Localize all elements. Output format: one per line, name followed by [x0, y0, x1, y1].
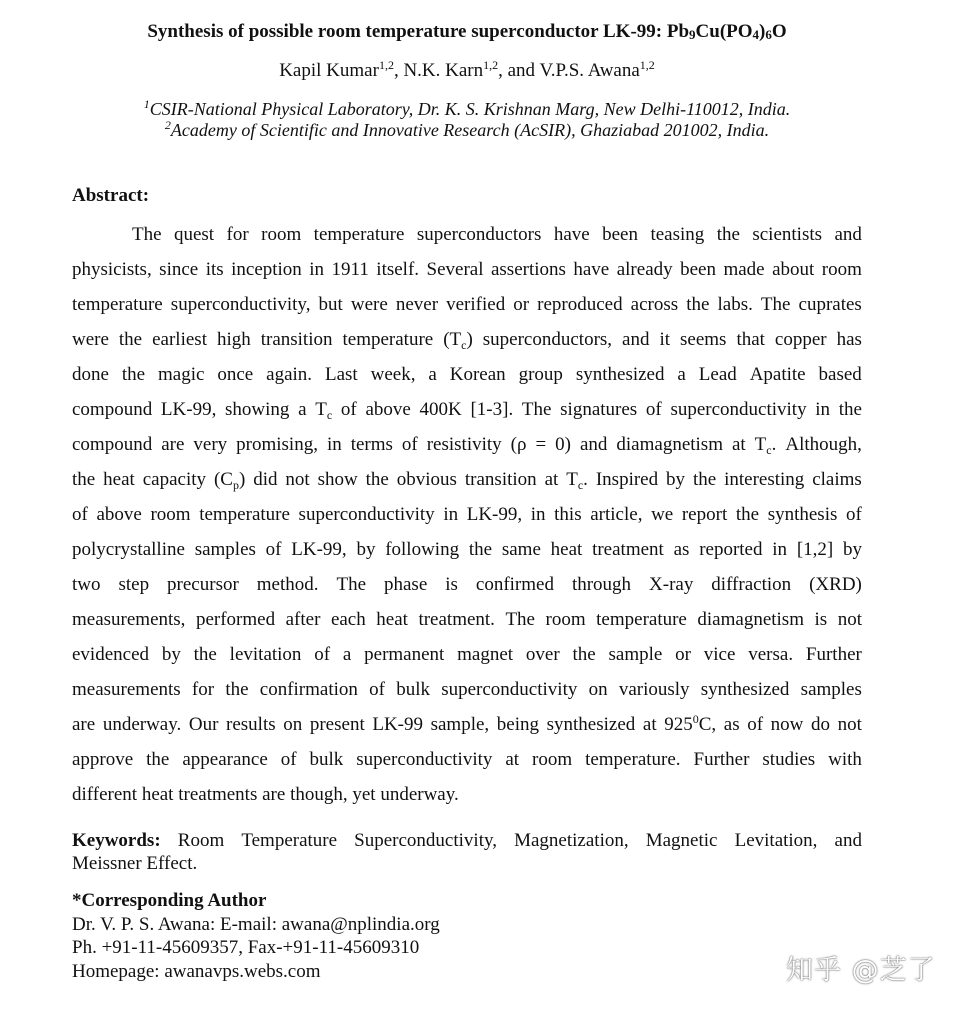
- word: seems: [680, 329, 727, 350]
- word: two: [72, 574, 101, 595]
- keywords-line: [72, 852, 862, 875]
- corresponding-author-block: [72, 889, 440, 983]
- word: vice: [703, 644, 736, 665]
- word: of: [747, 714, 764, 735]
- word: the: [121, 364, 146, 385]
- word: synthesized: [700, 679, 790, 700]
- word: in: [772, 539, 788, 560]
- corresponding-author-heading: *Corresponding Author: [72, 890, 267, 911]
- word: $T_c$: [315, 399, 333, 422]
- word: Meissner: [72, 853, 142, 874]
- paper-title: [0, 19, 934, 45]
- word: temperature: [596, 609, 687, 630]
- affiliation-number: 2: [164, 118, 171, 132]
- word: temperature: [199, 504, 290, 525]
- title-text-mid: Cu(PO: [695, 21, 753, 42]
- word: sample: [608, 644, 663, 665]
- word: very: [193, 434, 228, 455]
- word: reported: [699, 539, 763, 560]
- word: the: [572, 644, 596, 665]
- keywords-line: [72, 829, 862, 852]
- word: of: [846, 504, 862, 525]
- abstract-line: [72, 602, 862, 637]
- word: the: [468, 539, 493, 560]
- word: a: [677, 364, 686, 385]
- abstract-line: [72, 427, 862, 462]
- word: the: [146, 749, 170, 770]
- word: on: [588, 679, 608, 700]
- word: this: [554, 504, 582, 525]
- word: Effect.: [146, 853, 198, 874]
- word: $T_c$.: [566, 469, 588, 492]
- word: group: [518, 364, 563, 385]
- word: high: [216, 329, 251, 350]
- word: studies: [762, 749, 816, 770]
- word: temperature.: [585, 749, 681, 770]
- word: of: [280, 749, 297, 770]
- word: confirmed: [475, 574, 554, 595]
- corresponding-author-email: Dr. V. P. S. Awana: E-mail: awana@nplindia.org: [72, 913, 440, 935]
- word: by: [666, 469, 686, 490]
- word: Our: [188, 714, 219, 735]
- word: a: [342, 644, 352, 665]
- word: quest: [173, 224, 215, 245]
- word: samples: [800, 679, 862, 700]
- word: were: [350, 294, 388, 315]
- abstract-heading: Abstract:: [72, 185, 150, 206]
- word: report: [681, 504, 728, 525]
- word: The: [760, 294, 791, 315]
- word: through: [571, 574, 632, 595]
- word: that: [736, 329, 765, 350]
- word: following: [385, 539, 460, 560]
- word: bulk: [309, 749, 344, 770]
- zhihu-watermark: 知乎 @芝了: [786, 955, 936, 986]
- word: copper: [774, 329, 827, 350]
- word: not: [837, 609, 862, 630]
- word: at: [642, 714, 657, 735]
- word: treatment: [592, 539, 664, 560]
- word: article,: [590, 504, 643, 525]
- word: heat: [103, 469, 135, 490]
- word: as: [723, 714, 740, 735]
- word: made: [723, 259, 765, 280]
- word: transition: [464, 469, 537, 490]
- word: permanent: [364, 644, 445, 665]
- abstract-line: [72, 777, 862, 812]
- word: above: [365, 399, 411, 420]
- keywords-section: [72, 829, 862, 875]
- word: has: [836, 329, 862, 350]
- word: heat: [376, 609, 408, 630]
- abstract-line: [72, 252, 862, 287]
- word: transition: [260, 329, 333, 350]
- word: =: [535, 434, 547, 455]
- word: we: [651, 504, 674, 525]
- word: by: [161, 644, 181, 665]
- word: compound: [72, 434, 153, 455]
- word: a: [298, 399, 307, 420]
- word: compound: [72, 399, 153, 420]
- word: variously: [618, 679, 690, 700]
- word: did: [253, 469, 278, 490]
- word: Korean: [449, 364, 506, 385]
- author-separator: ,: [393, 60, 404, 81]
- author-affiliation-marker: 1,2: [639, 58, 655, 72]
- author-separator: , and: [498, 60, 540, 81]
- word: Although,: [785, 434, 862, 455]
- word: Room: [177, 830, 225, 851]
- word: have: [553, 224, 590, 245]
- word: are: [72, 714, 96, 735]
- abstract-line: [72, 322, 862, 357]
- word: each: [330, 609, 366, 630]
- word: $(C_p)$: [213, 469, 246, 492]
- word: the: [118, 329, 143, 350]
- word: The: [132, 224, 162, 245]
- affiliation-number: 1: [143, 97, 150, 111]
- word: $925^0C$,: [664, 712, 717, 735]
- word: of: [314, 644, 331, 665]
- word: and: [834, 224, 862, 245]
- word: [1-3].: [470, 399, 514, 420]
- word: signatures: [560, 399, 638, 420]
- word: the: [193, 644, 217, 665]
- word: Superconductivity,: [354, 830, 497, 851]
- word: treatments: [178, 784, 258, 805]
- word: cuprates: [798, 294, 862, 315]
- word: a: [428, 364, 437, 385]
- title-subscript: 4: [752, 27, 760, 42]
- word: the: [838, 399, 862, 420]
- word: or: [675, 644, 691, 665]
- word: in: [309, 259, 325, 280]
- word: in: [815, 399, 831, 420]
- abstract-line: [72, 567, 862, 602]
- word: is: [445, 574, 458, 595]
- word: 0): [555, 434, 571, 455]
- word: the: [686, 294, 710, 315]
- word: LK-99,: [160, 399, 217, 420]
- word: after: [285, 609, 321, 630]
- word: resistivity: [426, 434, 502, 455]
- word: above: [96, 504, 142, 525]
- word: itself.: [376, 259, 420, 280]
- abstract-line: [72, 392, 862, 427]
- word: the: [225, 679, 249, 700]
- word: of: [645, 399, 662, 420]
- word: levitation: [229, 644, 302, 665]
- word: Last: [324, 364, 358, 385]
- word: LK-99,: [291, 539, 347, 560]
- abstract-line: [72, 357, 862, 392]
- word: The: [505, 609, 535, 630]
- word: superconductivity,: [170, 294, 311, 315]
- word: by: [356, 539, 376, 560]
- corresponding-author-homepage: Homepage: awanavps.webs.com: [72, 960, 321, 982]
- word: are: [262, 784, 286, 805]
- word: 400K: [419, 399, 462, 420]
- word: samples: [194, 539, 256, 560]
- abstract-line: [72, 532, 862, 567]
- word: room: [821, 259, 862, 280]
- word: of: [369, 679, 385, 700]
- author-affiliation-marker: 1,2: [378, 58, 394, 72]
- word: once: [217, 364, 254, 385]
- word: with: [828, 749, 862, 770]
- word: for: [226, 224, 249, 245]
- word: never: [395, 294, 439, 315]
- word: since: [159, 259, 199, 280]
- word: 1911: [331, 259, 369, 280]
- word: $T_c$.: [754, 434, 777, 457]
- word: precursor: [167, 574, 239, 595]
- word: at: [544, 469, 559, 490]
- affiliation-text: Academy of Scientific and Innovative Research (AcSIR), Ghaziabad 201002, India.: [170, 120, 770, 140]
- word: obvious: [396, 469, 457, 490]
- word: are: [161, 434, 185, 455]
- word: versa.: [748, 644, 794, 665]
- word: Apatite: [749, 364, 806, 385]
- word: in: [443, 504, 459, 525]
- abstract-line: [72, 497, 862, 532]
- word: yet: [352, 784, 376, 805]
- abstract-line: [72, 637, 862, 672]
- word: The: [521, 399, 552, 420]
- word: assertions: [490, 259, 566, 280]
- word: (ρ: [510, 434, 527, 455]
- word: of: [72, 504, 88, 525]
- word: already: [616, 259, 673, 280]
- affiliation-2: [0, 119, 934, 141]
- word: by: [842, 539, 862, 560]
- word: appearance: [182, 749, 268, 770]
- word: now: [770, 714, 804, 735]
- word: as: [673, 539, 690, 560]
- word: of: [340, 399, 357, 420]
- word: different: [72, 784, 138, 805]
- affiliation-1: [0, 98, 934, 120]
- word: step: [118, 574, 150, 595]
- word: is: [814, 609, 828, 630]
- word: temperature: [342, 329, 434, 350]
- author-name: Kapil Kumar: [279, 60, 379, 81]
- word: same: [501, 539, 541, 560]
- word: for: [191, 679, 215, 700]
- word: but: [318, 294, 343, 315]
- word: sample,: [430, 714, 490, 735]
- word: approve: [72, 749, 134, 770]
- word: temperature: [313, 224, 405, 245]
- word: confirmation: [259, 679, 358, 700]
- word: the: [692, 469, 717, 490]
- word: the: [716, 224, 740, 245]
- word: in: [530, 504, 546, 525]
- word: terms: [350, 434, 393, 455]
- word: LK-99,: [466, 504, 523, 525]
- abstract-line: [72, 462, 862, 497]
- word: show: [317, 469, 358, 490]
- word: superconductivity: [298, 504, 435, 525]
- word: week,: [370, 364, 416, 385]
- word: showing: [225, 399, 290, 420]
- word: Further: [693, 749, 750, 770]
- word: diamagnetism: [616, 434, 723, 455]
- word: room: [545, 609, 586, 630]
- word: Temperature: [241, 830, 338, 851]
- word: Lead: [698, 364, 737, 385]
- title-text-mid: ): [759, 21, 766, 42]
- word: and: [622, 329, 650, 350]
- word: synthesis: [767, 504, 838, 525]
- word: heat: [141, 784, 174, 805]
- abstract-line: [72, 742, 862, 777]
- word: inception: [231, 259, 302, 280]
- word: the: [72, 469, 96, 490]
- abstract-line: [72, 217, 862, 252]
- word: or: [513, 294, 530, 315]
- word: Magnetization,: [514, 830, 629, 851]
- word: in: [326, 434, 342, 455]
- word: performed: [195, 609, 276, 630]
- word: labs.: [717, 294, 753, 315]
- word: synthesized: [546, 714, 636, 735]
- title-subscript: 9: [689, 27, 696, 42]
- word: room: [532, 749, 573, 770]
- word: reproduced: [537, 294, 623, 315]
- word: scientists: [752, 224, 823, 245]
- abstract-line: [72, 287, 862, 322]
- word: not: [285, 469, 310, 490]
- author-name: V.P.S. Awana: [539, 60, 640, 81]
- word: underway.: [102, 714, 182, 735]
- title-text-suffix: O: [771, 21, 787, 42]
- author-affiliation-marker: 1,2: [483, 58, 499, 72]
- word: earliest: [152, 329, 207, 350]
- word: diffraction: [711, 574, 792, 595]
- word: superconductivity: [670, 399, 807, 420]
- word: do: [810, 714, 830, 735]
- title-subscript: 6: [765, 27, 772, 42]
- word: superconductivity: [356, 749, 493, 770]
- word: the: [735, 504, 760, 525]
- word: phase: [384, 574, 428, 595]
- keywords-label: Keywords:: [72, 830, 161, 851]
- word: measurements,: [72, 609, 186, 630]
- word: at: [505, 749, 520, 770]
- word: the: [365, 469, 389, 490]
- word: of: [401, 434, 418, 455]
- author-list: [0, 59, 934, 83]
- word: diamagnetism: [697, 609, 804, 630]
- word: measurements: [72, 679, 181, 700]
- word: heat: [550, 539, 583, 560]
- word: been: [680, 259, 716, 280]
- word: bulk: [396, 679, 430, 700]
- word: physicists,: [72, 259, 152, 280]
- word: superconductors,: [482, 329, 613, 350]
- word: Inspired: [595, 469, 659, 490]
- word: (XRD): [809, 574, 862, 595]
- word: claims: [812, 469, 862, 490]
- word: evidenced: [72, 644, 150, 665]
- word: magic: [158, 364, 205, 385]
- word: across: [630, 294, 679, 315]
- word: at: [731, 434, 746, 455]
- word: treatment.: [418, 609, 495, 630]
- word: room: [150, 504, 191, 525]
- word: The: [336, 574, 367, 595]
- author-name: N.K. Karn: [403, 60, 484, 81]
- word: Further: [805, 644, 862, 665]
- word: verified: [446, 294, 506, 315]
- word: capacity: [142, 469, 207, 490]
- word: promising,: [236, 434, 318, 455]
- word: temperature: [72, 294, 163, 315]
- word: method.: [256, 574, 319, 595]
- abstract-line: [72, 672, 862, 707]
- word: teasing: [650, 224, 705, 245]
- word: X-ray: [649, 574, 694, 595]
- word: have: [573, 259, 610, 280]
- word: magnet: [457, 644, 514, 665]
- word: results: [226, 714, 276, 735]
- word: being: [496, 714, 540, 735]
- word: about: [772, 259, 815, 280]
- word: superconductors: [416, 224, 542, 245]
- word: interesting: [724, 469, 805, 490]
- word: [1,2]: [796, 539, 834, 560]
- word: on: [283, 714, 303, 735]
- word: again.: [266, 364, 313, 385]
- word: underway.: [380, 784, 459, 805]
- word: $(T_c)$: [443, 329, 473, 352]
- corresponding-author-phone: Ph. +91-11-45609357, Fax-+91-11-45609310: [72, 937, 420, 958]
- word: polycrystalline: [72, 539, 185, 560]
- word: Several: [426, 259, 484, 280]
- word: based: [818, 364, 862, 385]
- abstract-line: [72, 707, 862, 742]
- word: over: [525, 644, 560, 665]
- word: superconductivity: [441, 679, 578, 700]
- word: it: [659, 329, 671, 350]
- word: and: [834, 830, 862, 851]
- title-text-prefix: Synthesis of possible room temperature superconductor LK-99: Pb: [147, 21, 690, 42]
- word: though,: [290, 784, 348, 805]
- word: LK-99: [372, 714, 423, 735]
- word: room: [261, 224, 302, 245]
- word: were: [72, 329, 109, 350]
- word: of: [265, 539, 282, 560]
- word: present: [309, 714, 365, 735]
- word: its: [205, 259, 224, 280]
- word: Magnetic: [645, 830, 718, 851]
- affiliation-text: CSIR-National Physical Laboratory, Dr. K. S. Krishnan Marg, New Delhi-110012, India.: [149, 99, 791, 119]
- word: and: [579, 434, 608, 455]
- word: Levitation,: [734, 830, 818, 851]
- word: done: [72, 364, 109, 385]
- word: synthesized: [575, 364, 665, 385]
- word: not: [837, 714, 862, 735]
- word: been: [602, 224, 638, 245]
- abstract-body: [72, 217, 862, 812]
